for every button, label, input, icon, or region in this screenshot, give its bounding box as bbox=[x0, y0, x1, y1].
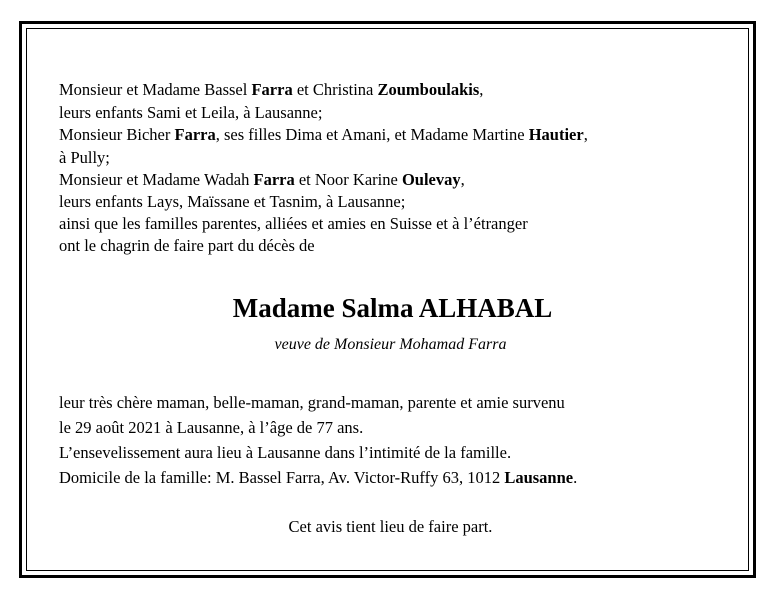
details-line-3: L’ensevelissement aura lieu à Lausanne dans l’intimité de la famille. bbox=[59, 443, 512, 462]
family-line-7: ainsi que les familles parentes, alliées et amies en Suisse et à l’étranger bbox=[59, 214, 528, 233]
family-line-8: ont le chagrin de faire part du décès de bbox=[59, 236, 315, 255]
family-line-5: Monsieur et Madame Wadah Farra et Noor Karine Oulevay, bbox=[59, 170, 465, 189]
family-line-2: leurs enfants Sami et Leila, à Lausanne; bbox=[59, 103, 323, 122]
closing-note: Cet avis tient lieu de faire part. bbox=[288, 517, 493, 536]
family-line-3: Monsieur Bicher Farra, ses filles Dima et Amani, et Madame Martine Hautier, bbox=[59, 125, 588, 144]
details-line-2: le 29 août 2021 à Lausanne, à l’âge de 77 ans. bbox=[59, 418, 364, 437]
deceased-name: Madame Salma ALHABAL bbox=[232, 293, 553, 323]
family-line-6: leurs enfants Lays, Maïssane et Tasnim, à Lausanne; bbox=[59, 192, 406, 211]
family-line-4: à Pully; bbox=[59, 148, 110, 167]
family-line-1: Monsieur et Madame Bassel Farra et Christina Zoumboulakis, bbox=[59, 80, 484, 99]
details-line-4: Domicile de la famille: M. Bassel Farra, Av. Victor-Ruffy 63, 1012 Lausanne. bbox=[59, 468, 578, 487]
details-line-1: leur très chère maman, belle-maman, grand-maman, parente et amie survenu bbox=[59, 393, 565, 412]
widow-of: veuve de Monsieur Mohamad Farra bbox=[274, 336, 507, 353]
